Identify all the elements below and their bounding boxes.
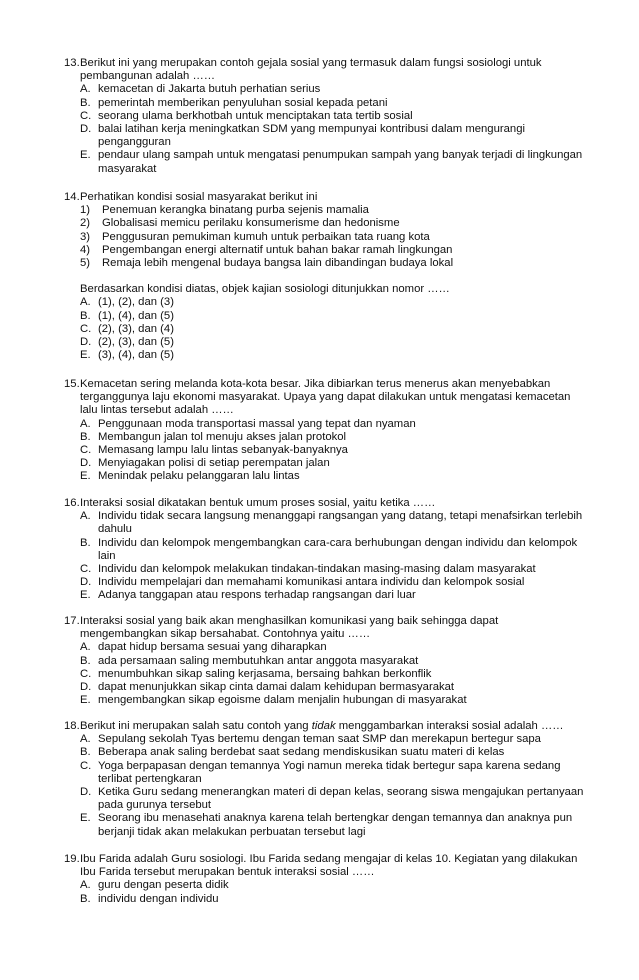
question-text-end: menggambarkan interaksi sosial adalah …… [335,720,564,732]
option-text: Sepulang sekolah Tyas bertemu dengan teman saat SMP dan merekapun bertegur sapa [98,733,541,746]
option-b [80,537,584,563]
option-text: individu dengan individu [98,892,219,905]
option-c [80,668,584,681]
option-text: Adanya tanggapan atau respons terhadap rangsangan dari luar [98,589,416,602]
question-stem [64,57,584,83]
option-e [80,589,584,602]
option-list [64,296,584,362]
option-list [64,879,584,905]
option-list [64,641,584,707]
question-14 [64,191,584,362]
option-letter: C. [80,322,92,335]
question-15 [64,378,584,484]
question-text [80,720,584,733]
option-d [80,576,584,589]
option-text: Ketika Guru sedang menerangkan materi di depan kelas, seorang siswa mengajukan pertanyaan pada gurunya tersebut [98,786,584,812]
option-b [80,893,584,906]
statement-label: 1) [80,204,91,217]
option-e [80,694,584,707]
option-c [80,760,584,786]
option-b [80,655,584,668]
statement-text: Penemuan kerangka binatang purba sejenis mamalia [102,204,369,217]
question-text: Kemacetan sering melanda kota-kota besar. Jika dibiarkan terus menerus akan menyebabkan terganggunya laju ekonomi masyarakat. Upaya yang dapat dilakukan untuk mengatasi kemacetan lalu lintas tersebut adalah …… [80,378,571,417]
option-d [80,336,584,349]
option-text: mengembangkan sikap egoisme dalam menjalin hubungan di masyarakat [98,694,467,707]
question-number: 17. [64,615,80,627]
statement-5 [80,257,584,270]
option-letter: A. [80,641,91,654]
option-text: Beberapa anak saling berdebat saat sedang mendiskusikan suatu materi di kelas [98,746,505,759]
option-text: Individu mempelajari dan memahami komunikasi antara individu dan kelompok sosial [98,576,525,589]
option-text: (3), (4), dan (5) [98,349,174,362]
option-letter: C. [80,759,92,772]
statement-1 [80,204,584,217]
option-letter: E. [80,349,91,362]
question-text-emphasis: tidak [311,720,336,732]
option-c [80,563,584,576]
option-letter: A. [80,296,91,309]
option-letter: E. [80,694,91,707]
option-a [80,418,584,431]
option-letter: B. [80,430,91,443]
option-a [80,879,584,892]
question-19 [64,853,584,906]
option-letter: C. [80,667,92,680]
option-list [64,733,584,839]
option-text: balai latihan kerja meningkatkan SDM yang mempunyai kontribusi dalam mengurangi pengangguran [98,123,525,149]
option-text: menumbuhkan sikap saling kerjasama, bersaing bahkan berkonflik [98,667,432,680]
option-text: (2), (3), dan (5) [98,336,174,349]
option-letter: B. [80,654,91,667]
option-a [80,510,584,536]
option-letter: B. [80,536,91,549]
option-a [80,83,584,96]
statement-text: Penggusuran pemukiman kumuh untuk perbaikan tata ruang kota [102,230,430,243]
option-c [80,323,584,336]
option-letter: A. [80,83,91,96]
option-letter: A. [80,417,91,430]
question-16 [64,497,584,603]
option-letter: E. [80,149,91,162]
question-stem [64,720,584,733]
option-letter: D. [80,786,92,799]
option-text: Penggunaan moda transportasi massal yang tepat dan nyaman [98,417,416,430]
option-text: Seorang ibu menasehati anaknya karena telah bertengkar dengan temannya dan anaknya pun berjanji tidak akan melakukan perbuatan tersebut lagi [98,812,573,838]
statement-3 [80,231,584,244]
statement-label: 3) [80,230,91,243]
option-text: Memasang lampu lalu lintas sebanyak-banyaknya [98,444,348,457]
option-text: (1), (4), dan (5) [98,309,174,322]
question-text: Perhatikan kondisi sosial masyarakat berikut ini [80,191,318,203]
option-text: pendaur ulang sampah untuk mengatasi penumpukan sampah yang banyak terjadi di lingkungan masyarakat [98,149,583,175]
question-text-start: Berikut ini merupakan salah satu contoh yang [80,720,312,732]
option-letter: D. [80,457,92,470]
option-letter: B. [80,309,91,322]
statement-label: 5) [80,257,91,270]
option-list [64,418,584,484]
statement-label: 2) [80,217,91,230]
option-text: Menyiagakan polisi di setiap perempatan jalan [98,457,330,470]
option-list [64,510,584,602]
option-list [64,83,584,175]
option-letter: D. [80,681,92,694]
question-number: 14. [64,191,80,203]
question-stem [64,191,584,204]
option-letter: D. [80,123,92,136]
question-number: 15. [64,378,80,390]
question-number: 13. [64,57,80,69]
question-stem [64,497,584,510]
option-e [80,470,584,483]
statement-text: Pengembangan energi alternatif untuk bahan bakar ramah lingkungan [102,243,453,256]
option-text: pemerintah memberikan penyuluhan sosial kepada petani [98,96,388,109]
option-letter: B. [80,746,91,759]
question-number: 19. [64,853,80,865]
option-d [80,681,584,694]
option-text: ada persamaan saling membutuhkan antar anggota masyarakat [98,654,419,667]
option-b [80,431,584,444]
question-18 [64,720,584,839]
option-letter: A. [80,510,91,523]
option-letter: B. [80,96,91,109]
option-b [80,97,584,110]
option-letter: C. [80,444,92,457]
option-a [80,733,584,746]
option-a [80,641,584,654]
question-stem [64,615,584,641]
option-text: dapat hidup bersama sesuai yang diharapkan [98,641,327,654]
statement-text: Remaja lebih mengenal budaya bangsa lain dibandingan budaya lokal [102,257,454,270]
option-letter: A. [80,733,91,746]
question-number: 18. [64,720,80,732]
question-text: Interaksi sosial dikatakan bentuk umum proses sosial, yaitu ketika …… [80,497,436,509]
option-text: (1), (2), dan (3) [98,296,174,309]
option-d [80,457,584,470]
option-d [80,123,584,149]
option-text: Individu tidak secara langsung menanggapi rangsangan yang datang, tetapi menafsirkan terlebih dahulu [98,510,583,536]
option-text: Menindak pelaku pelanggaran lalu lintas [98,470,300,483]
option-text: (2), (3), dan (4) [98,322,174,335]
option-c [80,110,584,123]
option-a [80,296,584,309]
option-text: Individu dan kelompok mengembangkan cara-cara berhubungan dengan individu dan kelompok lain [98,536,578,562]
option-letter: E. [80,589,91,602]
statement-4 [80,244,584,257]
option-text: dapat menunjukkan sikap cinta damai dalam kehidupan bermasyarakat [98,681,455,694]
option-e [80,149,584,175]
option-b [80,310,584,323]
statement-text: Globalisasi memicu perilaku konsumerisme dan hedonisme [102,217,400,230]
option-c [80,444,584,457]
option-text: guru dengan peserta didik [98,879,229,892]
option-text: Membangun jalan tol menuju akses jalan protokol [98,430,347,443]
option-letter: D. [80,576,92,589]
question-17 [64,615,584,707]
option-d [80,786,584,812]
statement-2 [80,217,584,230]
statement-list [64,204,584,270]
option-letter: D. [80,336,92,349]
question-text: Interaksi sosial yang baik akan menghasilkan komunikasi yang baik sehingga dapat mengembangkan sikap bersahabat. Contohnya yaitu …… [80,615,499,641]
option-text: Individu dan kelompok melakukan tindakan-tindakan masing-masing dalam masyarakat [98,563,536,576]
option-e [80,349,584,362]
option-b [80,746,584,759]
question-text: Berikut ini yang merupakan contoh gejala sosial yang termasuk dalam fungsi sosiologi untuk pembangunan adalah …… [80,57,542,83]
option-text: Yoga berpapasan dengan temannya Yogi namun mereka tidak bertegur sapa karena sedang terlibat pertengkaran [98,759,561,785]
question-number: 16. [64,497,80,509]
option-letter: C. [80,563,92,576]
option-letter: E. [80,812,91,825]
option-letter: C. [80,109,92,122]
question-stem [64,378,584,418]
option-letter: B. [80,892,91,905]
question-13 [64,57,584,176]
option-letter: E. [80,470,91,483]
question-stem [64,853,584,879]
statement-label: 4) [80,243,91,256]
option-text: seorang ulama berkhotbah untuk menciptakan tata tertib sosial [98,109,413,122]
option-e [80,812,584,838]
question-prompt: Berdasarkan kondisi diatas, objek kajian sosiologi ditunjukkan nomor …… [80,283,450,296]
option-text: kemacetan di Jakarta butuh perhatian serius [98,83,321,96]
question-text: Ibu Farida adalah Guru sosiologi. Ibu Farida sedang mengajar di kelas 10. Kegiatan yang dilakukan Ibu Farida tersebut merupakan bentuk interaksi sosial …… [80,853,578,879]
option-letter: A. [80,879,91,892]
